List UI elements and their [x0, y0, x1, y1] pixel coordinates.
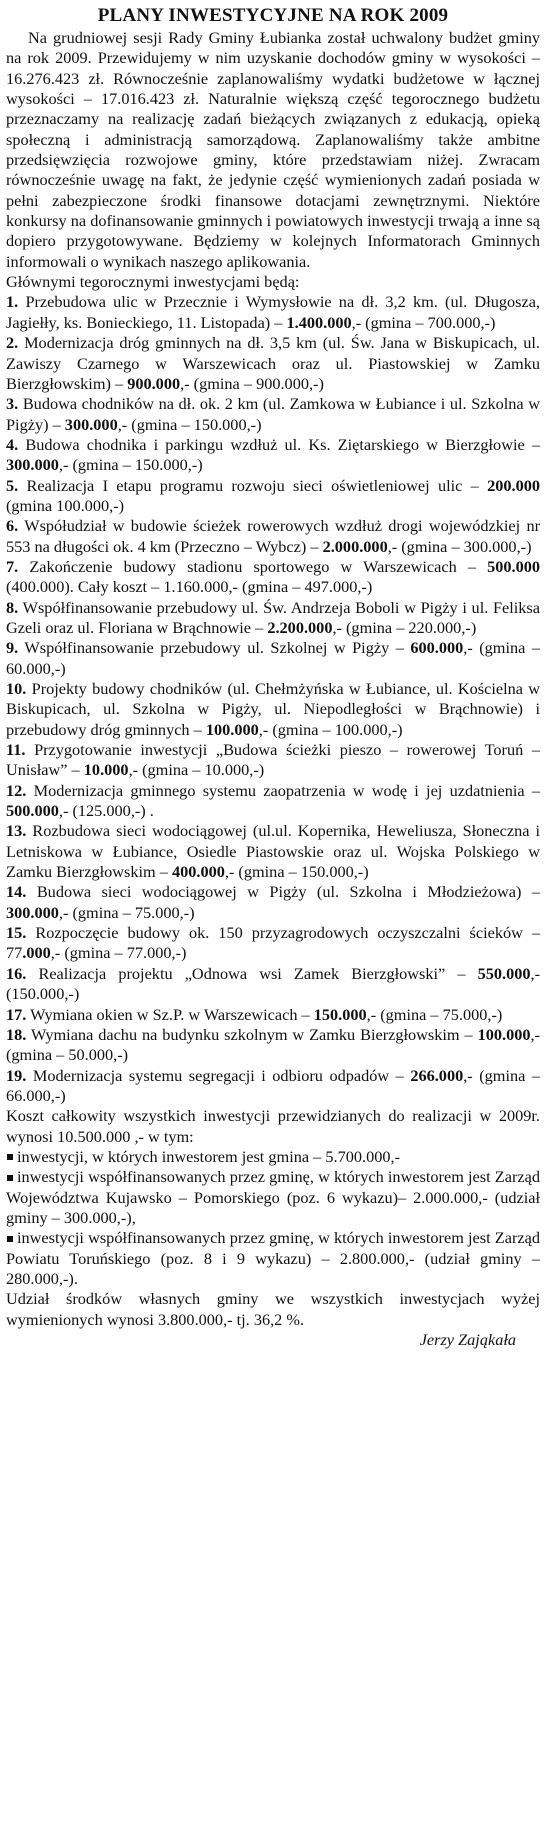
- item-description: Projekty budowy chodników (ul. Chełmżyńska w Łubiance, ul. Kościelna w Biskupicach, ul. Szkolna w Pigży, ul. Niepodległości w Brąchnowie) i przebudowy dróg gminnych –: [6, 679, 540, 739]
- item-description: Budowa chodnika i parkingu wzdłuż ul. Ks. Ziętarskiego w Bierzgłowie –: [25, 434, 540, 454]
- item-description: Budowa chodników na dł. ok. 2 km (ul. Zamkowa w Łubiance i ul. Szkolna w Pigży) –: [6, 394, 540, 434]
- item-description: Realizacja projektu „Odnowa wsi Zamek Bierzgłowski” –: [38, 963, 478, 983]
- item-number: 6.: [6, 516, 19, 536]
- item-amount: 2.200.000: [267, 617, 333, 637]
- author-signature: Jerzy Zająkała: [419, 1330, 516, 1349]
- item-details: ,- (gmina – 66.000,-): [6, 1065, 541, 1105]
- item-number: 19.: [6, 1065, 27, 1085]
- investment-item: [6, 557, 540, 598]
- item-number: 15.: [6, 923, 27, 943]
- summary-paragraph: Koszt całkowity wszystkich inwestycji przewidzianych do realizacji w 2009r. wynosi 10.500.000 ,- w tym:: [6, 1106, 540, 1146]
- item-number: 13.: [6, 821, 27, 841]
- item-amount: 400.000: [171, 862, 225, 882]
- item-amount: 900.000: [127, 373, 181, 393]
- item-number: 12.: [6, 780, 27, 800]
- item-details: ,- (gmina – 50.000,-): [6, 1024, 540, 1065]
- item-description: Modernizacja gminnego systemu zaopatrzenia w wodę i jej uzdatnienia –: [33, 780, 540, 800]
- item-amount: 200.000: [487, 475, 540, 495]
- item-details: (gmina 100.000,-): [6, 495, 125, 515]
- item-details: ,- (gmina – 150.000,-): [58, 455, 203, 475]
- item-amount: 300.000: [64, 414, 118, 434]
- item-details: ,- (gmina – 60.000,-): [6, 638, 540, 678]
- investment-item: [6, 679, 540, 740]
- bullet-square-icon: [7, 1154, 13, 1160]
- item-amount: 600.000: [410, 638, 464, 658]
- item-description: Współudział w budowie ścieżek rowerowych wzdłuż drogi wojewódzkiej nr 553 na długości ok. 4 km (Przeczno – Wybcz) –: [6, 516, 541, 556]
- item-number: 3.: [6, 394, 19, 414]
- item-number: 4.: [6, 434, 19, 454]
- investment-item: [6, 1025, 540, 1066]
- investment-item: [6, 882, 540, 923]
- summary-bullet: [6, 1147, 540, 1167]
- item-amount: 150.000: [313, 1004, 367, 1024]
- item-description: Modernizacja systemu segregacji i odbioru odpadów –: [32, 1065, 411, 1085]
- investment-item: [6, 1066, 540, 1107]
- item-amount: 300.000: [6, 455, 59, 475]
- item-amount: 500.000: [6, 801, 59, 821]
- item-details: ,- (gmina – 75.000,-): [366, 1004, 503, 1024]
- item-amount: 500.000: [487, 556, 540, 576]
- item-amount: 1.400.000: [286, 312, 352, 332]
- item-amount: 10.000: [83, 760, 129, 780]
- item-details: ,- (125.000,-) .: [58, 801, 154, 821]
- item-details: (400.000). Cały koszt – 1.160.000,- (gmina – 497.000,-): [6, 577, 373, 597]
- bullet-text: inwestycji, w których inwestorem jest gmina – 5.700.000,-: [17, 1146, 400, 1166]
- investment-item: [6, 435, 540, 476]
- item-description: Modernizacja dróg gminnych na dł. 3,5 km (ul. Św. Jana w Biskupicach, ul. Zawiszy Czarnego w Warszewicach oraz ul. Piastowskiej w Zamku Bierzgłowskim) –: [6, 333, 540, 393]
- summary-bullets: [6, 1147, 540, 1289]
- item-details: ,- (gmina – 220.000,-): [332, 617, 477, 637]
- item-description: Rozbudowa sieci wodociągowej (ul.ul. Kopernika, Heweliusza, Słoneczna i Letniskowa w Łubiance, Osiedle Piastowskie oraz ul. Wojska Polskiego w Zamku Bierzgłowskim –: [6, 821, 540, 882]
- closing-paragraph: Udział środków własnych gminy we wszystkich inwestycjach wyżej wymienionych wynosi 3.800.000,- tj. 36,2 %.: [6, 1289, 540, 1329]
- bullet-text: inwestycji współfinansowanych przez gminę, w których inwestorem jest Zarząd Powiatu Toruńskiego (poz. 8 i 9 wykazu) – 2.800.000,- (udział gminy – 280.000,-).: [6, 1228, 540, 1288]
- summary-bullet: [6, 1228, 540, 1289]
- item-amount: 266.000: [410, 1065, 464, 1085]
- intro-paragraph: Na grudniowej sesji Rady Gminy Łubianka został uchwalony budżet gminy na rok 2009. Przewidujemy w nim uzyskanie dochodów gminy w wysokości – 16.276.423 zł. Równocześnie zaplanowaliśmy wydatki budżetowe w łącznej wysokości – 17.016.423 zł. Naturalnie większą część tegorocznego budżetu przeznaczamy na realizację zadań bieżących związanych z edukacją, opieką społeczną i administracją samorządową. Zaplanowaliśmy także ambitne przedsięwzięcia rozwojowe gminy, które przedstawiam niżej. Zwracam równocześnie uwagę na fakt, że jedynie część wymienionych zadań posiada w pełni zabezpieczone środki finansowe dotacjami zewnętrznymi. Niektóre konkursy na dofinansowanie gminnych i powiatowych inwestycji trwają a inne są dopiero przygotowywane. Będziemy w kolejnych Informatorach Gminnych informowali o wynikach naszego aplikowania.: [6, 28, 540, 271]
- item-description: Realizacja I etapu programu rozwoju sieci oświetleniowej ulic –: [26, 475, 488, 495]
- item-details: ,- (150.000,-): [6, 963, 541, 1004]
- investment-item: [6, 292, 540, 333]
- investments-lead: Głównymi tegorocznymi inwestycjami będą:: [6, 272, 300, 292]
- bullet-square-icon: [7, 1175, 13, 1181]
- item-description: Wymiana dachu na budynku szkolnym w Zamku Bierzgłowskim –: [30, 1024, 478, 1044]
- item-details: ,- (gmina – 300.000,-): [387, 536, 532, 556]
- investment-item: [6, 333, 540, 394]
- investment-list: [6, 292, 540, 1106]
- item-number: 7.: [6, 556, 19, 576]
- investment-item: [6, 638, 540, 679]
- item-amount: .000: [22, 943, 51, 963]
- item-details: ,- (gmina – 75.000,-): [58, 902, 195, 922]
- item-amount: 550.000: [477, 963, 531, 983]
- item-description: Budowa sieci wodociągowej w Pigży (ul. Szkolna i Młodzieżowa) –: [36, 882, 540, 902]
- item-description: Przebudowa ulic w Przecznie i Wymysłowie na dł. 3,2 km. (ul. Długosza, Jagiełły, ks. Bonieckiego, 11. Listopada) –: [6, 292, 540, 332]
- investment-item: [6, 394, 540, 435]
- investment-item: [6, 821, 540, 882]
- item-details: ,- (gmina – 150.000,-): [224, 862, 369, 882]
- bullet-square-icon: [7, 1236, 13, 1242]
- item-details: ,- (gmina – 150.000,-): [117, 414, 262, 434]
- article-title: PLANY INWESTYCYJNE NA ROK 2009: [97, 5, 449, 26]
- item-details: ,- (gmina – 10.000,-): [128, 760, 265, 780]
- item-number: 8.: [6, 597, 19, 617]
- item-number: 16.: [6, 963, 27, 983]
- investment-item: [6, 964, 540, 1005]
- investment-item: [6, 1005, 540, 1025]
- item-number: 14.: [6, 882, 27, 902]
- investment-item: [6, 923, 540, 964]
- item-description: Wymiana okien w Sz.P. w Warszewicach –: [30, 1004, 314, 1024]
- item-number: 1.: [6, 292, 19, 312]
- item-number: 9.: [6, 638, 19, 658]
- item-number: 10.: [6, 679, 27, 698]
- item-number: 17.: [6, 1004, 27, 1024]
- summary-bullet: [6, 1167, 540, 1228]
- item-number: 11.: [6, 740, 26, 760]
- item-amount: 2.000.000: [322, 536, 388, 556]
- item-number: 5.: [6, 475, 19, 495]
- investment-item: [6, 598, 540, 639]
- item-details: ,- (gmina – 700.000,-): [351, 312, 496, 332]
- item-details: ,- (gmina – 900.000,-): [180, 373, 324, 393]
- item-number: 18.: [6, 1024, 27, 1044]
- bullet-text: inwestycji współfinansowanych przez gminę, w których inwestorem jest Zarząd Województwa Kujawsko – Pomorskiego (poz. 6 wykazu)– 2.000.000,- (udział gminy – 300.000,-),: [6, 1167, 540, 1227]
- investment-item: [6, 516, 540, 557]
- item-description: Współfinansowanie przebudowy ul. Św. Andrzeja Boboli w Pigży i ul. Feliksa Gzeli oraz ul. Floriana w Brąchnowie –: [6, 597, 540, 637]
- item-description: Współfinansowanie przebudowy ul. Szkolnej w Pigży –: [24, 638, 411, 658]
- item-amount: 100.000: [477, 1024, 531, 1044]
- investment-item: [6, 740, 540, 781]
- item-amount: 100.000: [205, 719, 259, 739]
- item-details: ,- (gmina – 100.000,-): [258, 719, 403, 739]
- investment-item: [6, 476, 540, 517]
- item-number: 2.: [6, 333, 19, 353]
- item-details: ,- (gmina – 77.000,-): [50, 943, 187, 963]
- item-description: Rozpoczęcie budowy ok. 150 przyzagrodowych oczyszczalni ścieków – 77: [6, 923, 540, 963]
- item-description: Przygotowanie inwestycji „Budowa ścieżki pieszo – rowerowej Toruń – Unisław” –: [6, 740, 540, 780]
- item-amount: 300.000: [6, 902, 59, 922]
- investment-item: [6, 781, 540, 822]
- item-description: Zakończenie budowy stadionu sportowego w Warszewicach –: [29, 556, 488, 576]
